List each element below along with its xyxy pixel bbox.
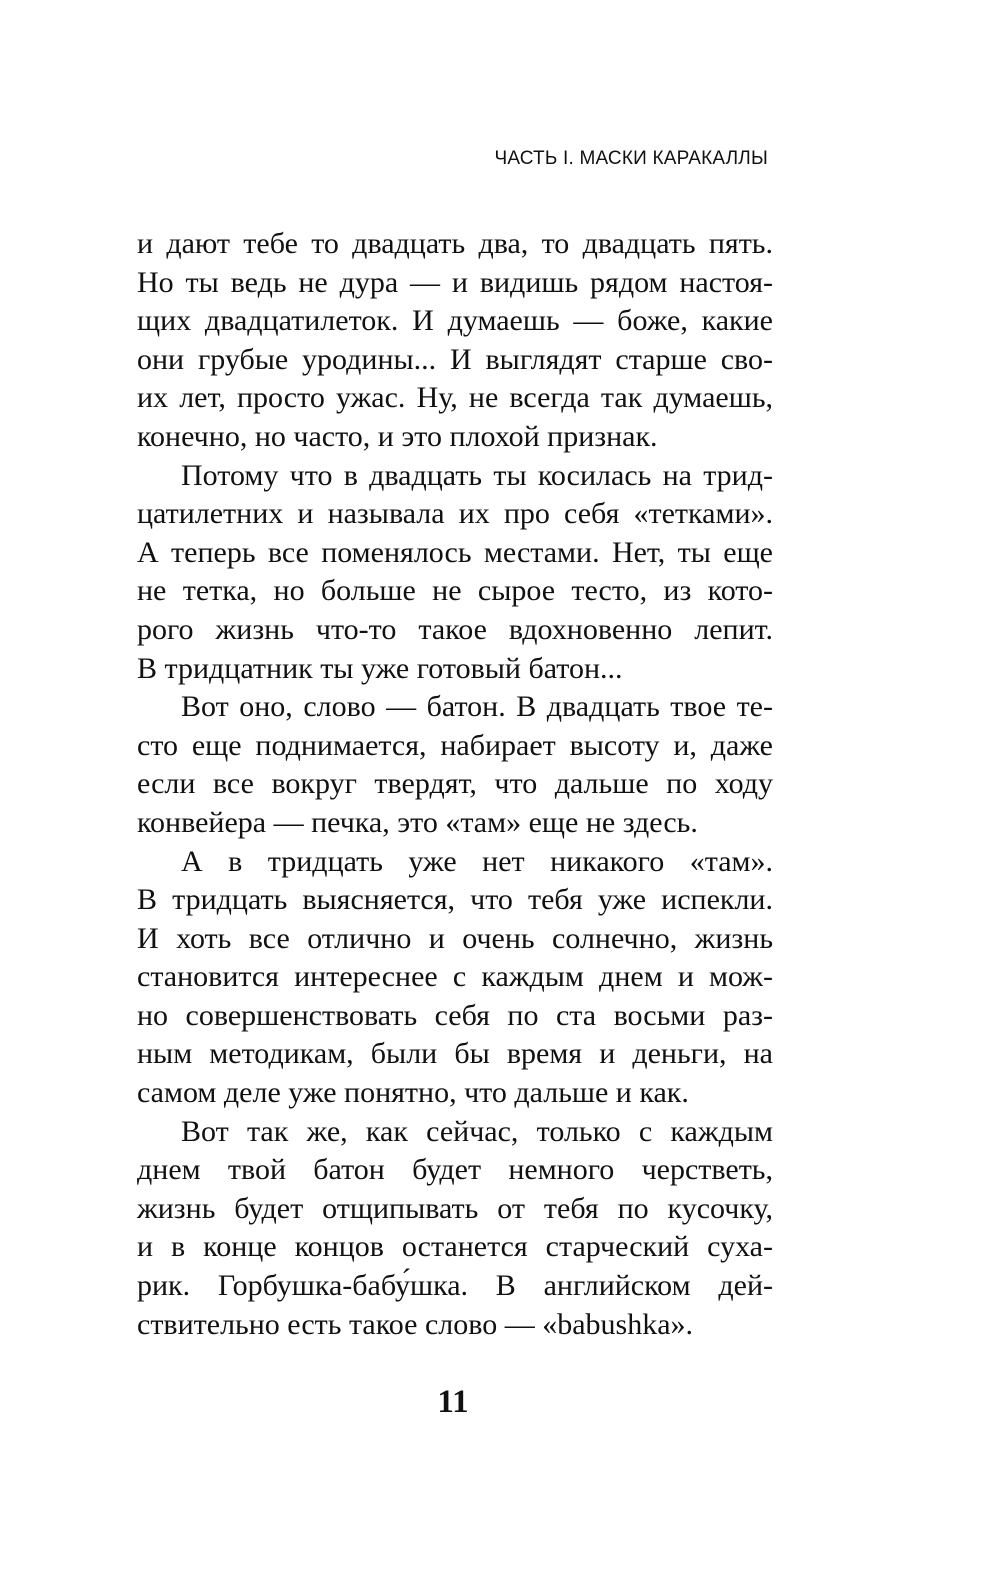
text-line: сто еще поднимается, набирает высоту и, даже xyxy=(137,728,773,762)
text-line: если все вокруг твердят, что дальше по ходу xyxy=(137,767,773,801)
text-line: они грубые уродины... И выглядят старше сво- xyxy=(137,342,773,376)
text-line: ствительно есть такое слово — «babushka». xyxy=(137,1307,694,1341)
paragraph-first-line: Потому что в двадцать ты косилась на трид- xyxy=(181,458,773,492)
text-line: Но ты ведь не дура — и видишь рядом настоя- xyxy=(137,265,773,299)
text-line: щих двадцатилеток. И думаешь — боже, какие xyxy=(137,304,773,338)
paragraph-first-line: Вот так же, как сейчас, только с каждым xyxy=(181,1114,773,1148)
text-line: конечно, но часто, и это плохой признак. xyxy=(137,419,658,453)
text-line: и в конце концов останется старческий суха- xyxy=(137,1230,773,1264)
running-header: ЧАСТЬ I. МАСКИ КАРАКАЛЛЫ xyxy=(494,148,768,169)
text-line: А теперь все поменялось местами. Нет, ты еще xyxy=(137,535,773,569)
text-line: рик. Горбушка-бабу́шка. В английском дей- xyxy=(137,1269,773,1303)
text-line: днем твой батон будет немного черстветь, xyxy=(137,1153,773,1187)
paragraph-first-line: А в тридцать уже нет никакого «там». xyxy=(181,844,773,878)
text-line: не тетка, но больше не сырое тесто, из кото- xyxy=(137,574,773,608)
text-line: И хоть все отлично и очень солнечно, жизнь xyxy=(137,921,773,955)
text-line: их лет, просто ужас. Ну, не всегда так думаешь, xyxy=(137,381,773,415)
text-line: ным методикам, были бы время и деньги, на xyxy=(137,1037,773,1071)
text-line: самом деле уже понятно, что дальше и как. xyxy=(137,1076,689,1110)
text-line: но совершенствовать себя по ста восьми раз- xyxy=(137,998,773,1032)
paragraph-first-line: Вот оно, слово — батон. В двадцать твое те- xyxy=(181,690,773,724)
text-line: В тридцатник ты уже готовый батон... xyxy=(137,651,623,685)
text-line: рого жизнь что-то такое вдохновенно лепит. xyxy=(137,612,773,646)
text-line: конвейера — печка, это «там» еще не здесь. xyxy=(137,805,698,839)
text-line: становится интереснее с каждым днем и мож- xyxy=(137,960,773,994)
body-text xyxy=(137,225,773,1344)
text-line: цатилетних и называла их про себя «тетками». xyxy=(137,497,773,531)
text-line: и дают тебе то двадцать два, то двадцать пять. xyxy=(137,227,773,260)
text-line: жизнь будет отщипывать от тебя по кусочку, xyxy=(137,1191,773,1225)
page-number: 11 xyxy=(437,1384,469,1420)
text-line: В тридцать выясняется, что тебя уже испекли. xyxy=(137,883,773,917)
